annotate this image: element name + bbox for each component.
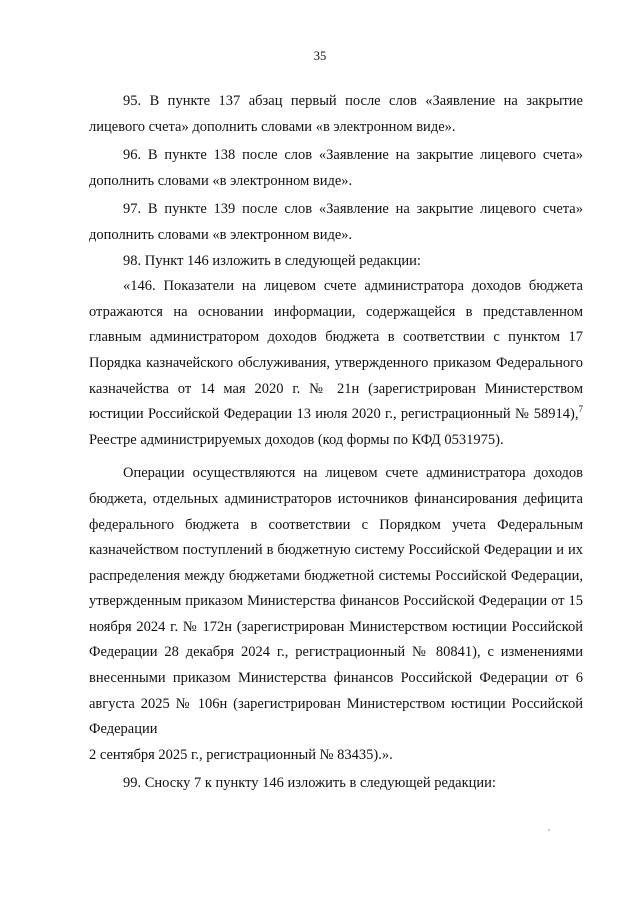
paragraph-146-tail: Реестре администрируемых доходов (код формы по КФД 0531975). (89, 431, 504, 448)
footnote-reference: 7 (578, 404, 583, 415)
paragraph-95: 95. В пункте 137 абзац первый после слов «Заявление на закрытие лицевого счета» дополнить словами «в электронном виде». (89, 93, 583, 135)
paragraph-146-main (89, 274, 583, 428)
paragraph-146-operations-tail: 2 сентября 2025 г., регистрационный № 83435).». (89, 746, 393, 763)
paragraph-99: 99. Сноску 7 к пункту 146 изложить в следующей редакции: (123, 775, 496, 792)
paragraph-96: 96. В пункте 138 после слов «Заявление на закрытие лицевого счета» дополнить словами «в электронном виде». (89, 147, 583, 189)
paragraph-97: 97. В пункте 139 после слов «Заявление на закрытие лицевого счета» дополнить словами «в электронном виде». (89, 201, 583, 243)
paragraph-146-operations: Операции осуществляются на лицевом счете администратора доходов бюджета, отдельных администраторов источников финансирования дефицита федерального бюджета в соответствии с Порядком учета Федеральным казначейством поступлений в бюджетную систему Российской Федерации и их распределения между бюджетами бюджетной системы Российской Федерации, утвержденным приказом Министерства финансов Российской Федерации от 15 ноября 2024 г. № 172н (зарегистрирован Министерством юстиции Российской Федерации 28 декабря 2024 г., регистрационный № 80841), с изменениями внесенными приказом Министерства финансов Российской Федерации от 6 августа 2025 № 106н (зарегистрирован Министерством юстиции Российской Федерации (89, 465, 583, 738)
document-body (89, 89, 583, 797)
scan-speck (548, 829, 550, 831)
paragraph-98: 98. Пункт 146 изложить в следующей редакции: (123, 252, 421, 269)
page-number: 35 (313, 49, 327, 63)
paragraph-146-text: «146. Показатели на лицевом счете администратора доходов бюджета отражаются на основании информации, содержащейся в представленном главным администратором доходов бюджета в соответствии с пунктом 17 Порядка казначейского обслуживания, утвержденного приказом Федерального казначейства от 14 мая 2020 г. № 21н (зарегистрирован Министерством юстиции Российской Федерации 13 июля 2020 г., регистрационный № 58914), (89, 278, 583, 423)
